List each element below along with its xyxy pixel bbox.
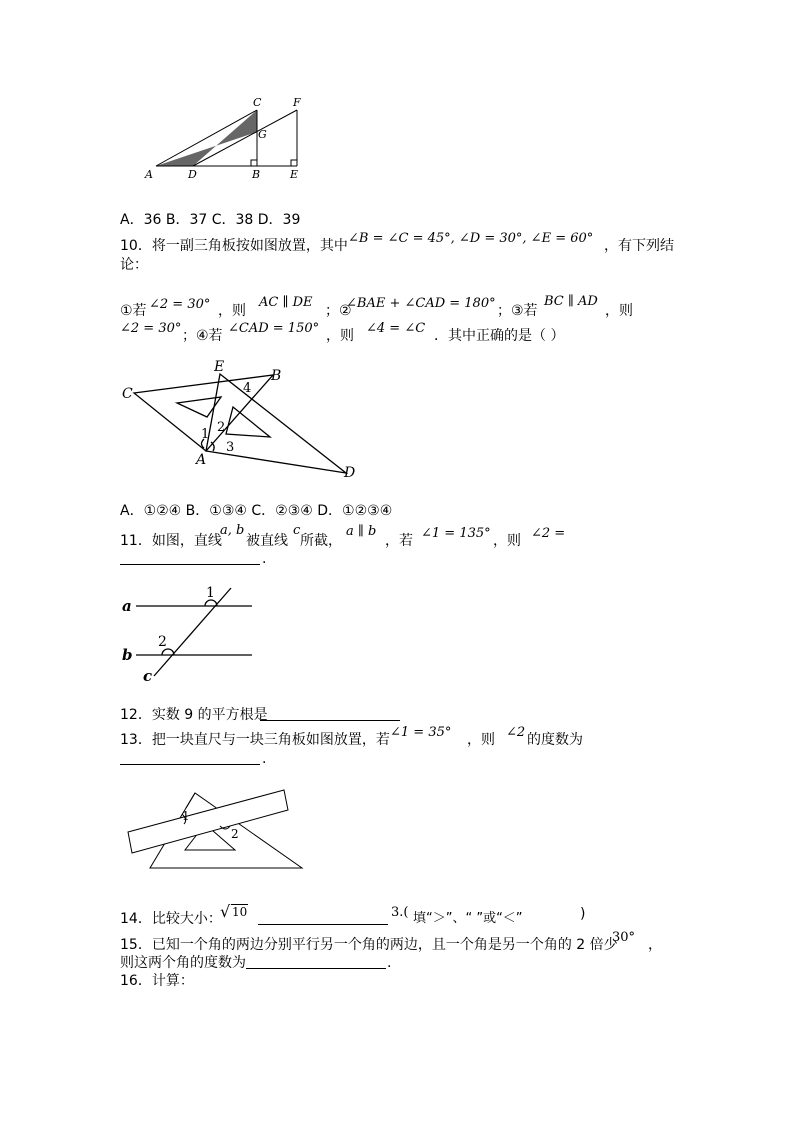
q10-s4-mid: ，则 bbox=[326, 328, 354, 344]
radical-sign-icon: √ bbox=[220, 902, 231, 921]
q11-ans: ∠2 = bbox=[531, 526, 566, 541]
figure-q11 bbox=[118, 580, 258, 684]
line-label-a: a bbox=[122, 597, 132, 615]
q14-close: ) bbox=[580, 906, 586, 922]
q13-tail: 的度数为 bbox=[527, 732, 583, 748]
q10-s4-m: ∠CAD = 150° bbox=[228, 321, 320, 336]
q10-choices: A．①②④ B．①③④ C．②③④ D．①②③④ bbox=[120, 503, 393, 519]
label-G: G bbox=[258, 128, 267, 141]
q15-period: . bbox=[387, 955, 392, 971]
label-A: A bbox=[145, 168, 153, 181]
label-B: B bbox=[252, 168, 261, 181]
label-C: C bbox=[122, 386, 133, 402]
label-F: F bbox=[293, 96, 301, 109]
q10-s2-m: ∠BAE + ∠CAD = 180° bbox=[346, 296, 496, 311]
q13-angle1: ∠1 = 35° bbox=[390, 725, 452, 740]
figure-q9 bbox=[140, 92, 310, 184]
q10-lead: 10．将一副三角板按如图放置，其中 bbox=[120, 238, 348, 254]
q10-line2: 论： bbox=[120, 257, 148, 273]
angle-label-2: 2 bbox=[217, 420, 226, 435]
q13-answer-blank[interactable] bbox=[120, 764, 260, 765]
q11-then: ，则 bbox=[493, 533, 521, 549]
q14-three: 3.( bbox=[391, 905, 409, 920]
angle-label-1: 1 bbox=[201, 427, 210, 442]
q13-angle2: ∠2 bbox=[506, 725, 526, 740]
q10-s4-m2: ∠4 = ∠C bbox=[366, 321, 426, 336]
q13-then: ，则 bbox=[467, 732, 495, 748]
q10-tail: ，有下列结 bbox=[604, 238, 674, 254]
label-D: D bbox=[344, 465, 356, 481]
q11-period: . bbox=[262, 551, 267, 567]
label-B: B bbox=[271, 368, 282, 384]
figure-q10 bbox=[118, 356, 368, 482]
label-C: C bbox=[253, 96, 262, 109]
angle-label-4: 4 bbox=[243, 381, 252, 396]
q11-lead: 11．如图，直线 bbox=[120, 533, 222, 549]
q11-parallel: a ∥ b bbox=[346, 524, 377, 539]
q12-text: 12．实数 9 的平方根是 bbox=[120, 707, 268, 723]
q13-period: . bbox=[262, 751, 267, 767]
q11-answer-blank[interactable] bbox=[120, 564, 260, 565]
q10-s3-m: BC ∥ AD bbox=[544, 294, 598, 309]
q13-lead: 13．把一块直尺与一块三角板如图放置，若 bbox=[120, 732, 390, 748]
q10-s2-pre: ；② bbox=[325, 303, 352, 319]
q14-tail: 填“＞”、“ ”或“＜” bbox=[413, 911, 523, 926]
label-D: D bbox=[188, 168, 197, 181]
q10-s4-pre: ；④若 bbox=[182, 328, 223, 344]
q10-s3-pre: ；③若 bbox=[497, 303, 538, 319]
q9-choices: A．36 B．37 C．38 D．39 bbox=[120, 212, 301, 228]
angle-label-2: 2 bbox=[231, 827, 239, 841]
q12-answer-blank[interactable] bbox=[260, 720, 400, 721]
q10-end: ．其中正确的是（ ） bbox=[434, 328, 565, 344]
q11-mid: 被直线 bbox=[246, 533, 288, 549]
q10-s1-m1: ∠2 = 30° bbox=[149, 297, 211, 312]
q10-s1-m2: AC ∥ DE bbox=[259, 295, 313, 310]
q15-line2: 则这两个角的度数为 bbox=[120, 955, 246, 971]
q14-answer-blank[interactable] bbox=[258, 924, 388, 925]
q10-condition: ∠B = ∠C = 45°, ∠D = 30°, ∠E = 60° bbox=[348, 231, 594, 246]
q14-lead: 14．比较大小： bbox=[120, 911, 222, 927]
figure-q13 bbox=[118, 780, 308, 880]
q11-mid2: 所截， bbox=[300, 533, 342, 549]
label-A: A bbox=[196, 452, 207, 468]
label-E: E bbox=[214, 359, 225, 375]
q15-line1: 15．已知一个角的两边分别平行另一个角的两边，且一个角是另一个角的 2 倍少 bbox=[120, 937, 618, 953]
line-label-c: c bbox=[143, 667, 153, 684]
q15-comma: ， bbox=[648, 937, 662, 953]
angle-label-3: 3 bbox=[226, 440, 235, 455]
q11-if: ，若 bbox=[385, 533, 413, 549]
q15-answer-blank[interactable] bbox=[246, 968, 386, 969]
q15-30deg: 30° bbox=[612, 930, 636, 945]
q10-s1-mid: ，则 bbox=[218, 303, 246, 319]
q10-s3-post: ，则 bbox=[605, 303, 633, 319]
q16-text: 16．计算： bbox=[120, 973, 194, 989]
radicand: 10 bbox=[232, 905, 248, 919]
q10-s1-pre: ①若 bbox=[120, 303, 147, 319]
angle-label-1: 1 bbox=[182, 809, 190, 823]
line-label-b: b bbox=[122, 646, 133, 664]
label-E: E bbox=[290, 168, 299, 181]
angle-label-2: 2 bbox=[158, 634, 167, 650]
angle-label-1: 1 bbox=[206, 585, 215, 601]
q10-s3-m2: ∠2 = 30° bbox=[120, 321, 182, 336]
q11-ab: a, b bbox=[220, 523, 245, 538]
q11-angle: ∠1 = 135° bbox=[421, 526, 491, 541]
q11-c: c bbox=[293, 523, 301, 538]
